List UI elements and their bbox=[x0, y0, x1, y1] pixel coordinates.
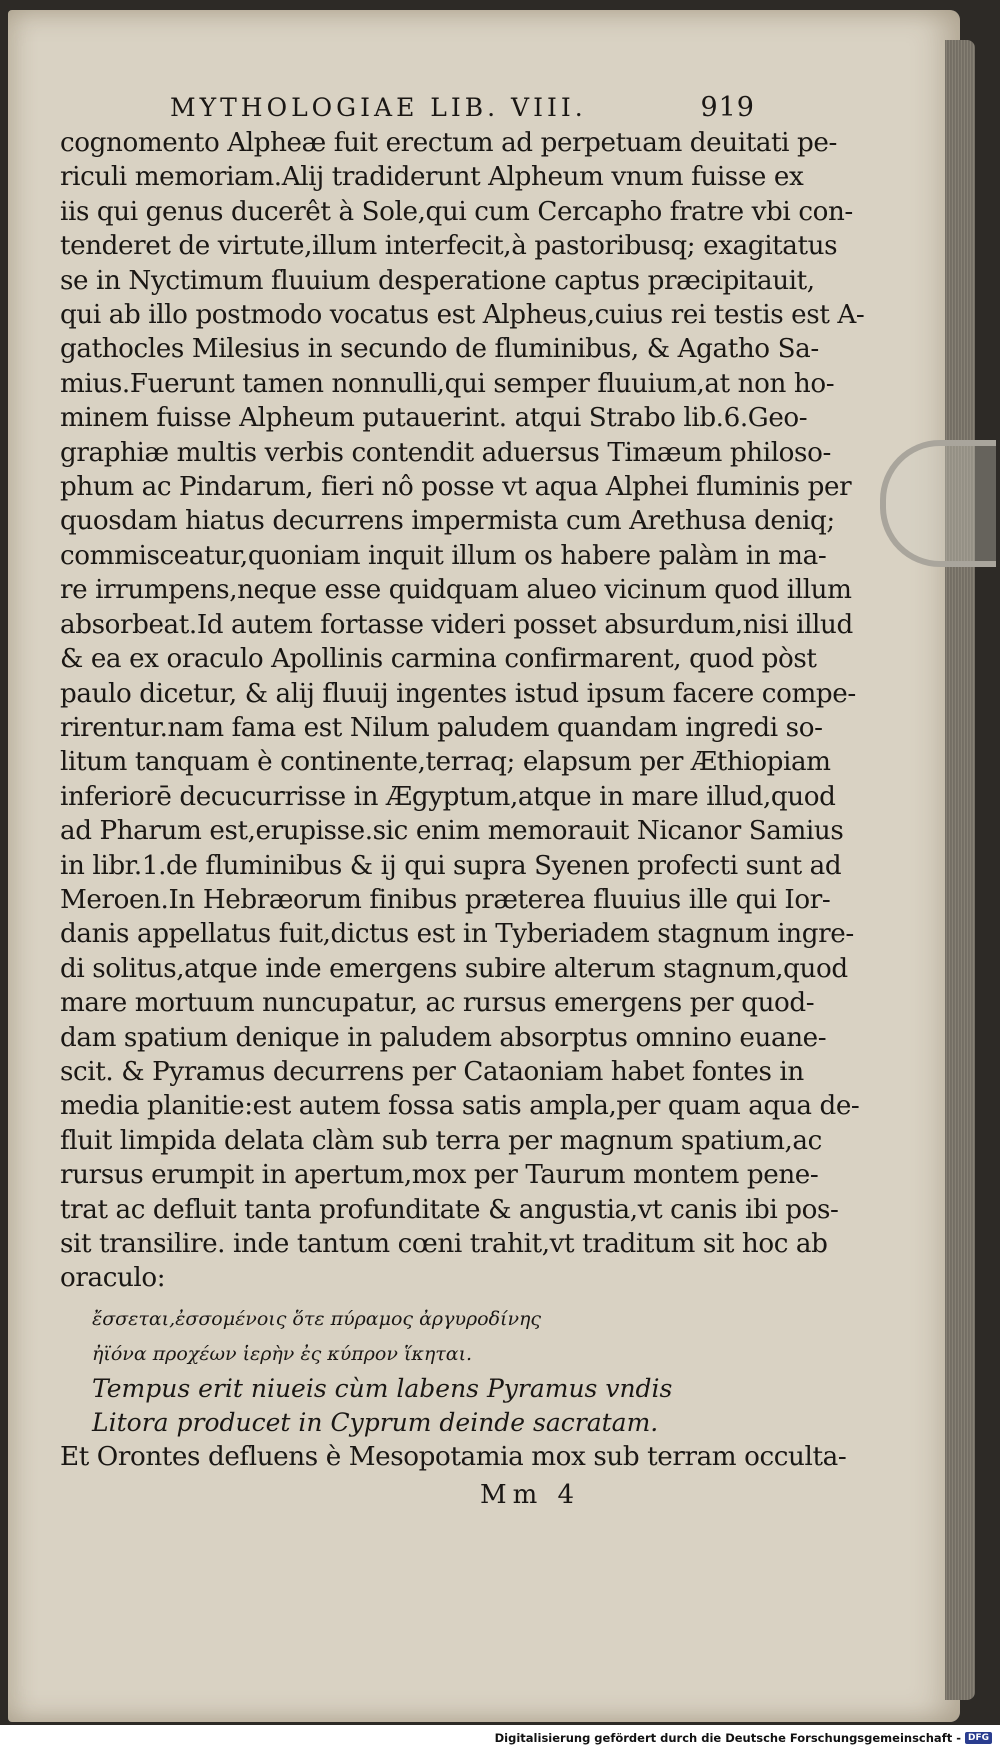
text-line: commisceatur,quoniam inquit illum os habere palàm in ma- bbox=[60, 540, 827, 571]
body-text bbox=[60, 126, 865, 1296]
text-line: absorbeat.Id autem fortasse videri posset absurdum,nisi illud bbox=[60, 609, 853, 640]
text-block bbox=[60, 92, 865, 1510]
text-line: litum tanquam è continente,terraq; elapsum per Æthiopiam bbox=[60, 747, 831, 778]
greek-line: ἔσσεται,ἐσσομένοις ὅτε πύραμος ἀργυροδίνης bbox=[92, 1307, 542, 1330]
text-line: scit. & Pyramus decurrens per Cataoniam habet fontes in bbox=[60, 1056, 804, 1087]
text-line: paulo dicetur, & alij fluuij ingentes istud ipsum facere compe- bbox=[60, 678, 856, 709]
text-line: Meroen.In Hebræorum finibus præterea fluuius ille qui Ior- bbox=[60, 884, 831, 915]
text-line: riculi memoriam.Alij tradiderunt Alpheum vnum fuisse ex bbox=[60, 162, 804, 193]
latin-verse bbox=[92, 1372, 760, 1440]
text-line: tenderet de virtute,illum interfecit,à pastoribusq; exagitatus bbox=[60, 231, 838, 262]
text-line: & ea ex oraculo Apollinis carmina confirmarent, quod pòst bbox=[60, 644, 817, 675]
verse-line: Tempus erit niueis cùm labens Pyramus vndis bbox=[92, 1373, 673, 1403]
text-line: rirentur.nam fama est Nilum paludem quandam ingredi so- bbox=[60, 712, 823, 743]
text-line: quosdam hiatus decurrens impermista cum Arethusa deniq; bbox=[60, 506, 835, 537]
text-line: inferiorē decucurrisse in Ægyptum,atque in mare illud,quod bbox=[60, 781, 836, 812]
text-line: di solitus,atque inde emergens subire alterum stagnum,quod bbox=[60, 953, 848, 984]
text-line: se in Nyctimum fluuium desperatione captus præcipitauit, bbox=[60, 265, 815, 296]
text-line: mare mortuum nuncupatur, ac rursus emergens per quod- bbox=[60, 988, 815, 1019]
text-line: fluit limpida delata clàm sub terra per magnum spatium,ac bbox=[60, 1125, 822, 1156]
digitization-footer bbox=[0, 1725, 1000, 1750]
text-line: mius.Fuerunt tamen nonnulli,qui semper fluuium,at non ho- bbox=[60, 368, 835, 399]
text-line: sit transilire. inde tantum cœni trahit,vt traditum sit hoc ab bbox=[60, 1229, 828, 1259]
signature-mark: Mm 4 bbox=[480, 1479, 581, 1510]
footer-credit: Digitalisierung gefördert durch die Deutsche Forschungsgemeinschaft - bbox=[494, 1730, 961, 1745]
dfg-logo: DFG bbox=[965, 1732, 992, 1744]
text-line: phum ac Pindarum, fieri nô posse vt aqua Alphei fluminis per bbox=[60, 472, 852, 503]
text-line: trat ac defluit tanta profunditate & angustia,vt canis ibi pos- bbox=[60, 1194, 839, 1225]
text-line: danis appellatus fuit,dictus est in Tyberiadem stagnum ingre- bbox=[60, 919, 854, 950]
text-line: in libr.1.de fluminibus & ij qui supra Syenen profecti sunt ad bbox=[60, 850, 842, 881]
greek-line: ἠϊόνα προχέων ἱερὴν ἐς κύπρον ἵκηται. bbox=[92, 1342, 473, 1365]
running-header bbox=[170, 92, 755, 126]
text-line: cognomento Alpheæ fuit erectum ad perpetuam deuitati pe- bbox=[60, 128, 837, 158]
text-line: dam spatium denique in paludem absorptus omnino euane- bbox=[60, 1022, 827, 1053]
text-line: qui ab illo postmodo vocatus est Alpheus,cuius rei testis est A- bbox=[60, 300, 865, 331]
text-line: gathocles Milesius in secundo de fluminibus, & Agatho Sa- bbox=[60, 334, 819, 365]
text-line: minem fuisse Alpheum putauerint. atqui Strabo lib.6.Geo- bbox=[60, 403, 808, 434]
text-line: oraculo: bbox=[60, 1263, 166, 1294]
text-line: graphiæ multis verbis contendit aduersus Timæum philoso- bbox=[60, 437, 831, 468]
page-edges bbox=[945, 40, 975, 1700]
page-number: 919 bbox=[700, 92, 755, 123]
text-line: Et Orontes defluens è Mesopotamia mox sub terram occulta- bbox=[60, 1441, 847, 1472]
verse-line: Litora producet in Cyprum deinde sacratam. bbox=[92, 1407, 659, 1437]
text-line: ad Pharum est,erupisse.sic enim memorauit Nicanor Samius bbox=[60, 816, 844, 847]
text-line: rursus erumpit in apertum,mox per Taurum montem pene- bbox=[60, 1160, 819, 1191]
running-title: MYTHOLOGIAE LIB. VIII. bbox=[170, 93, 587, 122]
text-line: iis qui genus ducerêt à Sole,qui cum Cercapho fratre vbi con- bbox=[60, 196, 853, 227]
text-line: media planitie:est autem fossa satis ampla,per quam aqua de- bbox=[60, 1091, 860, 1122]
greek-quotation bbox=[92, 1302, 760, 1372]
page-clip bbox=[880, 440, 996, 567]
text-line: re irrumpens,neque esse quidquam alueo vicinum quod illum bbox=[60, 575, 852, 606]
